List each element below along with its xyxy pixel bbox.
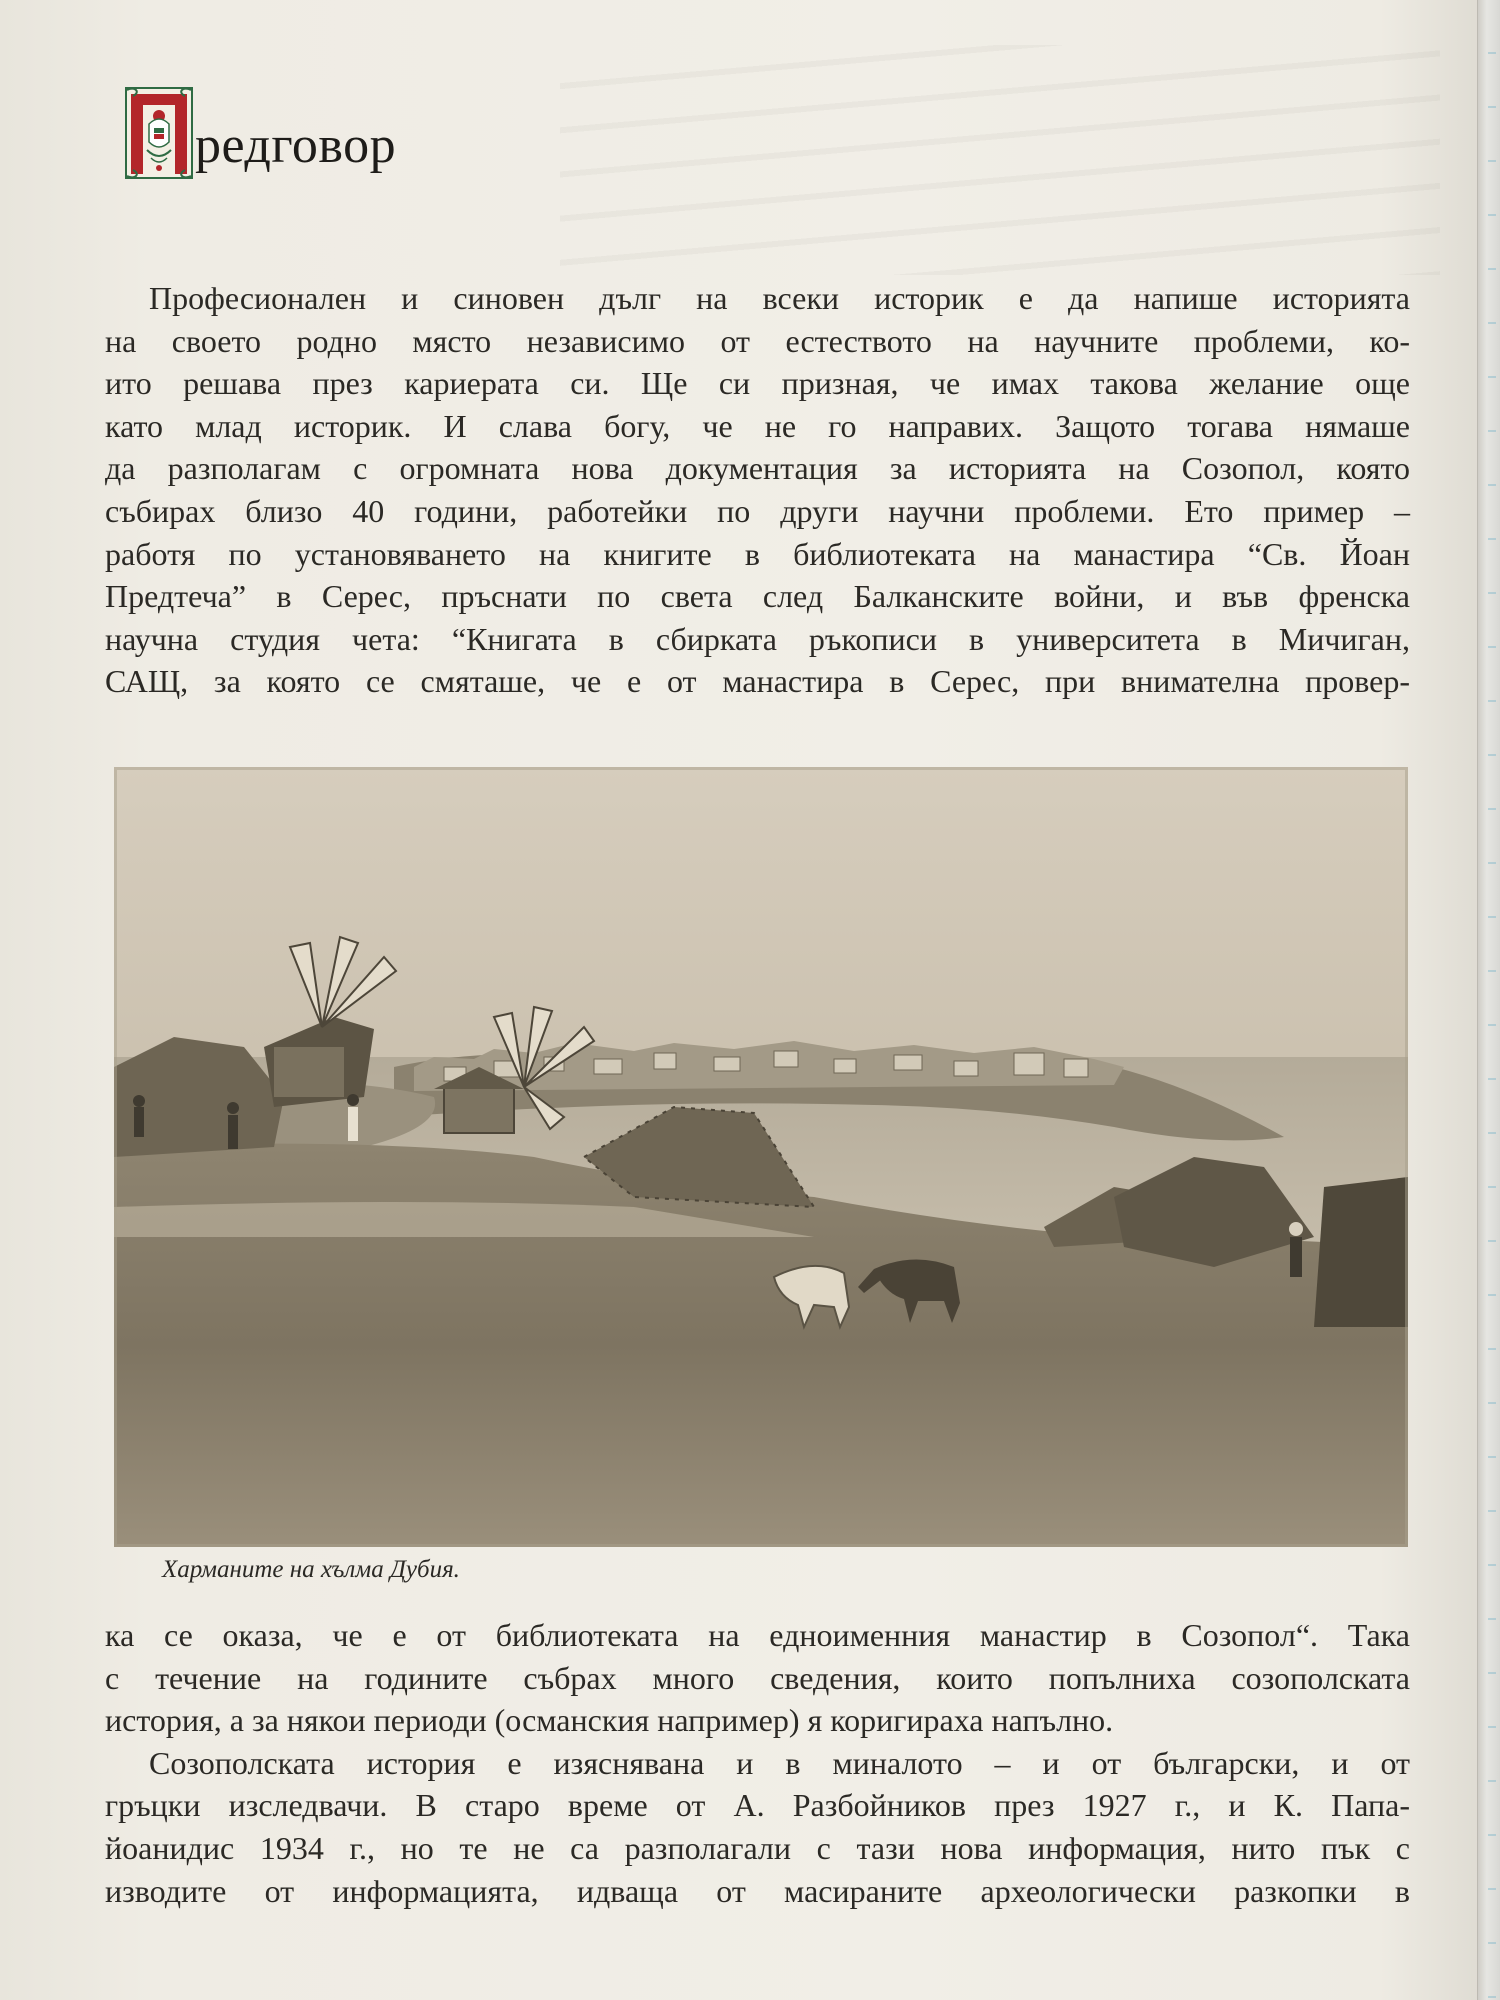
historical-photograph [114,767,1408,1547]
preface-paragraph-1 [105,277,1410,703]
text-line: САЩ, за която се смяташе, че е от манастира в Серес, при внимателна провер- [105,663,1410,700]
decorated-initial-ornament-icon [125,86,193,180]
page-title [125,84,396,180]
text-line: изводите от информацията, идваща от масираните археологически разкопки в [105,1872,1410,1909]
text-line: ка се оказа, че е от библиотеката на едноименния манастир в Созопол“. Така [105,1617,1410,1653]
text-line: история, а за някои периоди (османския например) я коригираха напълно. [105,1702,1114,1739]
bleed-through-texture [560,45,1440,275]
photograph-illustration [114,767,1408,1547]
text-line: гръцки изследвачи. В старо време от А. Разбойников през 1927 г., и К. Папа- [105,1787,1410,1824]
text-line: научна студия чета: “Книгата в сбирката ръкописи в университета в Мичиган, [105,620,1410,657]
decorated-initial [125,86,193,180]
text-line: с течение на годините събрах много сведения, които попълниха созополската [105,1659,1410,1696]
text-line: на своето родно място независимо от естеството на научните проблеми, ко- [105,322,1410,359]
text-line: Предтеча” в Серес, пръснати по света след Балканските войни, и във френска [105,578,1410,615]
text-line: Професионален и синовен дълг на всеки историк е да напише историята [149,280,1410,316]
text-line: Созополската история е изяснявана и в миналото – и от български, и от [149,1744,1410,1781]
preface-paragraph-2 [105,1614,1410,1912]
photo-caption: Харманите на хълма Дубия. [162,1556,460,1583]
page-title-text: редговор [195,117,397,174]
text-line: ито решава през кариерата си. Ще си призная, че имах такова желание още [105,365,1410,402]
text-line: йоанидис 1934 г., но те не са разполагали с тази нова информация, нито пък с [105,1829,1410,1866]
next-page-ruling [1488,0,1496,2000]
text-line: да разполагам с огромната нова документация за историята на Созопол, която [105,450,1410,487]
text-line: като млад историк. И слава богу, че не го направих. Защото тогава нямаше [105,407,1410,444]
text-line: работя по установяването на книгите в библиотеката на манастира “Св. Йоан [105,535,1410,572]
text-line: събирах близо 40 години, работейки по други научни проблеми. Ето пример – [105,492,1410,529]
